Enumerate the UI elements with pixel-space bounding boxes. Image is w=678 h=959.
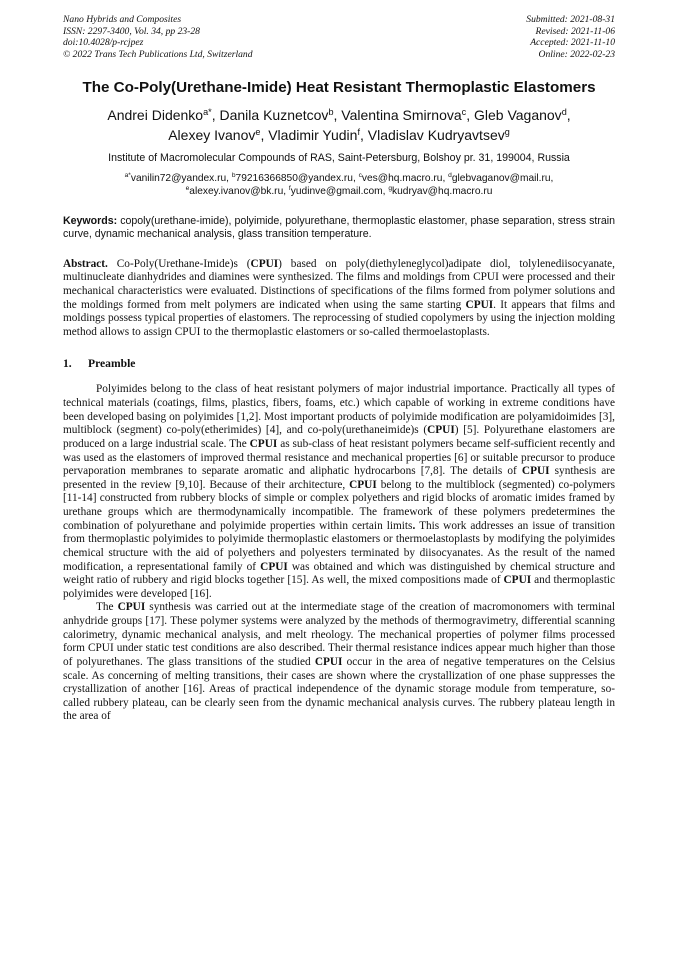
copyright: © 2022 Trans Tech Publications Ltd, Switzerland	[63, 48, 253, 60]
bold-term: CPUI	[314, 655, 343, 668]
body-paragraph	[63, 601, 615, 724]
paper-title: The Co-Poly(Urethane-Imide) Heat Resistant Thermoplastic Elastomers	[82, 79, 596, 96]
author: Vladislav Kudryavtsev$^g$	[367, 126, 510, 143]
abstract-label: Abstract.	[63, 257, 108, 270]
journal-info	[63, 14, 253, 60]
submitted-date: Submitted: 2021-08-31	[526, 14, 615, 25]
bold-term: CPUI	[465, 298, 494, 311]
email-link[interactable]: $^{a*}$vanilin72@yandex.ru	[124, 172, 227, 184]
author: Valentina Smirnova$^c$	[341, 107, 467, 123]
author: Gleb Vaganov$^d$	[473, 107, 567, 123]
text-run: was obtained and which was distinguished by chemical structure and weight ratio of rubbery and rigid blocks together [15]. As well, the mixed compositions made of	[63, 560, 615, 587]
email-link[interactable]: $^f$yudinve@gmail.com	[288, 185, 383, 197]
abstract-text	[63, 258, 615, 338]
paper-page	[63, 14, 615, 724]
journal-header	[63, 14, 615, 60]
text-run: Co-Poly(Urethane-Imide)s (	[107, 257, 251, 270]
text-run: belong to the multiblock (segmented) co-polymers [11-14] constructed from rubbery blocks of simple or complex polyethers and rigid blocks of aromatic imides framed by urethane groups which are thermodynamically incompatible. The framework of these polymers predetermines the combination of polyurethane and polyimide properties within certain limits	[63, 478, 616, 532]
email-link[interactable]: $^e$alexey.ivanov@bk.ru	[185, 185, 284, 197]
bold-term: CPUI	[249, 437, 278, 450]
email-link[interactable]: $^g$kudryav@hq.macro.ru	[388, 185, 493, 197]
author: Alexey Ivanov$^e$	[168, 126, 261, 143]
section-title: Preamble	[88, 357, 136, 371]
email-link[interactable]: $^b$79216366850@yandex.ru	[231, 172, 353, 184]
bold-term: CPUI	[250, 257, 279, 270]
bold-term: CPUI	[117, 601, 146, 614]
author-emails: $^{a*}$vanilin72@yandex.ru, $^b$79216366850@yandex.ru, $^c$ves@hq.macro.ru, $^d$glebvaganov@mail.ru, $^e$alexey.ivanov@bk.ru, $^f$yudinve@gmail.com, $^g$kudryav@hq.macro.ru	[124, 172, 554, 197]
author: Vladimir Yudin$^f$	[268, 126, 360, 143]
text-run: synthesis are presented in the review [9,10]. Because of their architecture,	[63, 465, 615, 491]
text-run: Polyimides belong to the class of heat resistant polymers of major industrial importance. Practically all types of technical materials (coatings, films, plastics, fibers, foams, etc.) which capable of working in extreme conditions have been developed basing on polyimides [1,2]. Most important products of polyimide modification are polyamidoimides [3], multiblock (segment) co-poly(etherimides) [4], and co-poly(urethaneimide)s (	[63, 383, 615, 437]
online-date: Online: 2022-02-23	[538, 48, 615, 60]
text-run: synthesis was carried out at the intermediate stage of the creation of macromonomers with terminal anhydride groups [17]. These polymer systems were analyzed by the methods of thermogravimetry, differential scanning calorimetry, dynamic mechanical analysis, and melt rheology. The mechanical properties of polymer films processed form CPUI under static test conditions are also described. Their thermal resistance indices appear much higher than those of polyurethanes. The glass transitions of the studied	[63, 601, 616, 668]
section-number: 1.	[63, 357, 72, 371]
author: Andrei Didenko$^{a*}$	[107, 107, 212, 123]
author-list: Andrei Didenko$^{a*}$, Danila Kuznetcov$^b$, Valentina Smirnova$^c$, Gleb Vaganov$^d$, Alexey Ivanov$^e$, Vladimir Yudin$^f$, Vladislav Kudryavtsev$^g$	[107, 107, 571, 143]
body-paragraph	[63, 383, 615, 601]
bold-term: .	[412, 519, 416, 532]
affiliation: Institute of Macromolecular Compounds of RAS, Saint-Petersburg, Bolshoy pr. 31, 199004, Russia	[108, 152, 570, 164]
abstract-block	[63, 258, 615, 340]
keywords-block	[63, 215, 615, 242]
text-run: . It appears that films and moldings possess typical properties of elastomers. The reprocessing of studied copolymers by using the injection molding method allows to assign CPUI to the thermoplastic elastomers or so-called thermoelastoplasts.	[63, 298, 615, 338]
text-run: ) [5]. Polyurethane elastomers are produced on a large industrial scale. The	[63, 424, 615, 450]
bold-term: CPUI	[349, 478, 377, 491]
author: Danila Kuznetcov$^b$	[219, 107, 334, 123]
keywords-label: Keywords:	[63, 215, 118, 227]
email-link[interactable]: $^c$ves@hq.macro.ru	[358, 172, 443, 184]
publication-dates	[526, 14, 615, 60]
text-run: as sub-class of heat resistant polymers became self-sufficient recently and was used as the elastomers of improved thermal resistance and mechanical properties [6] or suitable precursor to produce pervaporation membranes to separate aromatic and aliphatic hydrocarbons [7,8]. The details of	[63, 437, 615, 478]
text-run: ) based on poly(diethyleneglycol)adipate diol, tolylenediisocyanate, multinucleate dianhydrides and diamines were synthesized. The films and moldings from CPUI were processed and their mechanical characteristics were evaluated. Distinctions of specifications of the films formed from polymer solutions and the moldings formed from melt polymers are indicated when using the same starting	[63, 257, 615, 311]
text-run: and thermoplastic polyimides were developed [16].	[63, 574, 615, 600]
bold-term: CPUI	[521, 465, 550, 478]
revised-date: Revised: 2021-11-06	[535, 25, 615, 37]
text-run: This work addresses an issue of transition from thermoplastic polyimides to polyimide thermoplastic elastomers or thermoelastoplasts by modifying the polyimides chemical structure with the aid of polyethers and polyesters terminated by diisocyanates. As the result of the named modification, a representational family of	[63, 519, 615, 573]
email-link[interactable]: $^d$glebvaganov@mail.ru	[448, 172, 551, 184]
text-run: The	[96, 601, 118, 614]
journal-name: Nano Hybrids and Composites	[63, 14, 182, 25]
doi-link[interactable]: doi:10.4028/p-rcjpez	[63, 37, 144, 48]
keywords-text: copoly(urethane-imide), polyimide, polyurethane, thermoplastic elastomer, phase separation, stress strain curve, dynamic mechanical analysis, glass transition temperature.	[63, 215, 615, 241]
journal-issn: ISSN: 2297-3400, Vol. 34, pp 23-28	[63, 25, 200, 37]
bold-term: CPUI	[503, 574, 532, 587]
bold-term: CPUI	[427, 424, 455, 437]
text-run: occur in the area of negative temperatures on the Celsius scale. As concerning of melting transitions, their cases are shown where the crystallization of one phase suppresses the crystallization of another [16]. Areas of practical independence of the dynamic storage module from temperature, so-called rubbery plateau, can be clearly seen from the dynamic mechanical analysis curves. The rubbery plateau length in the area of	[63, 655, 615, 723]
bold-term: CPUI	[260, 560, 288, 573]
accepted-date: Accepted: 2021-11-10	[530, 37, 615, 48]
section-heading	[63, 357, 615, 371]
